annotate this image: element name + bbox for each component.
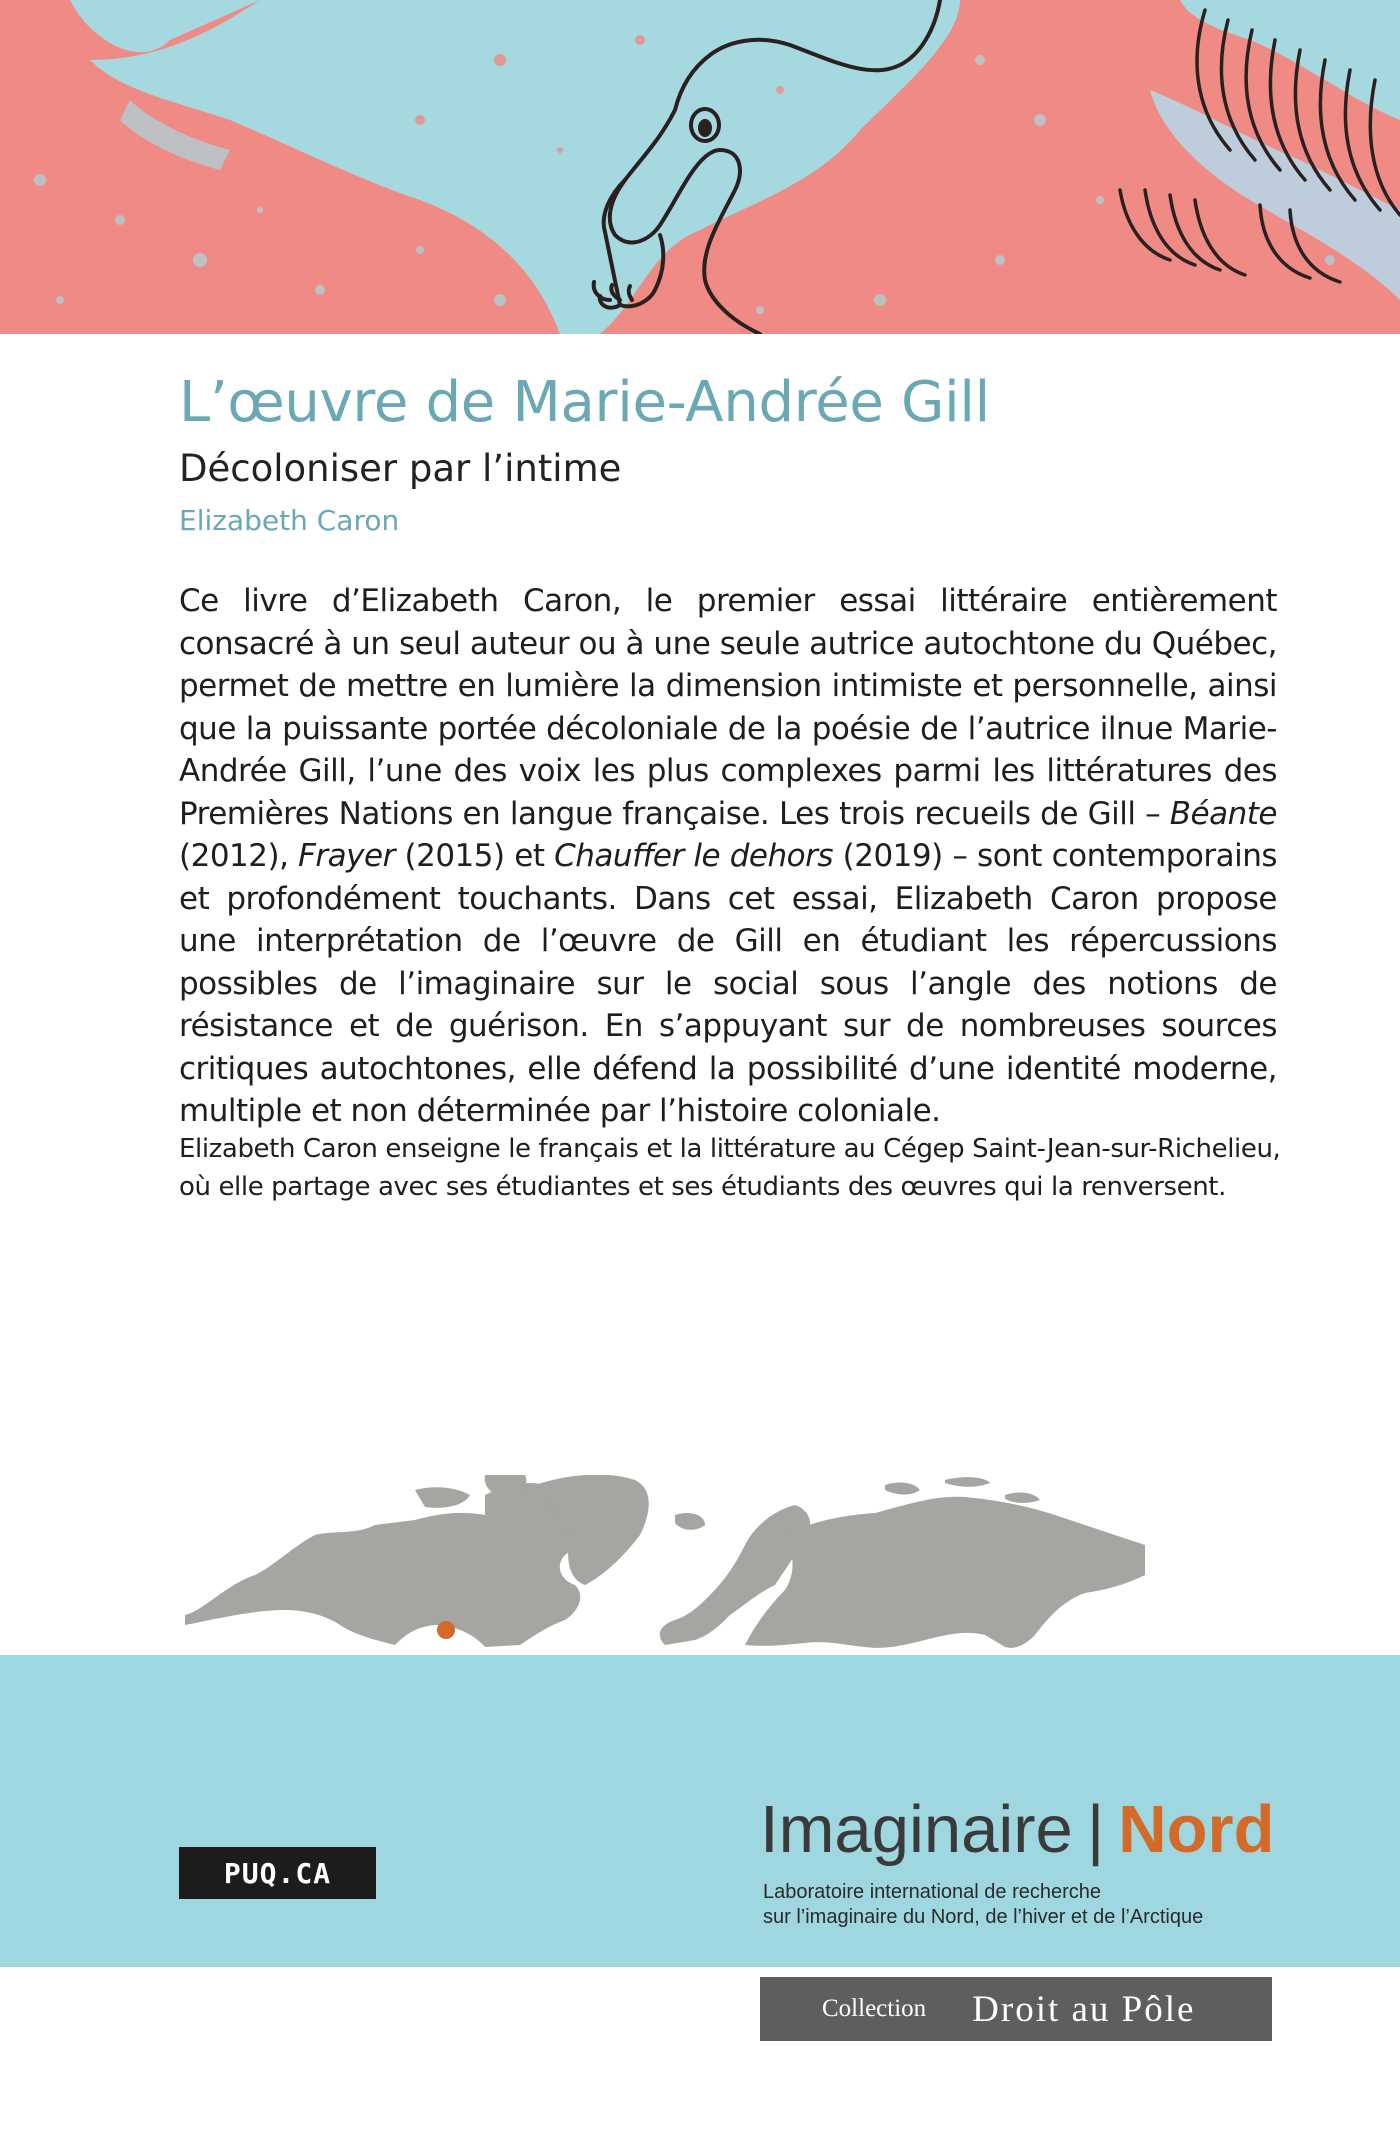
- author-bio-line: Elizabeth Caron enseigne le français et la littérature au Cégep Saint-Jean-sur-Richelieu,: [179, 1134, 1281, 1164]
- description-paragraph: [179, 580, 1277, 1133]
- description-text-part: (2012),: [179, 838, 299, 874]
- laboratory-separator: |: [1086, 1792, 1105, 1867]
- book-author: Elizabeth Caron: [179, 504, 400, 537]
- location-marker-icon: [437, 1621, 455, 1639]
- laboratory-description-line: Laboratoire international de recherche: [763, 1881, 1101, 1903]
- laboratory-description: [763, 1880, 1203, 1930]
- collection-bar: [760, 1977, 1272, 2041]
- work-title-beante: Béante: [1169, 795, 1277, 832]
- book-description: [179, 580, 1277, 1133]
- work-title-chauffer-le-dehors: Chauffer le dehors: [554, 838, 833, 874]
- collection-label: Collection: [822, 1995, 927, 2022]
- description-text-part: Ce livre d’Elizabeth Caron, le premier essai littéraire entièrement consacré à un seul auteur ou à une seule autrice autochtone du Québec, permet de mettre en lumière la dimension intimiste et personnelle, ainsi que la puissante portée décoloniale de la poésie de l’autrice ilnue Marie-Andrée Gill, l’une des voix les plus complexes parmi les littératures des Premières Nations en langue française. Les trois recueils de Gill –: [179, 583, 1277, 832]
- book-subtitle: Décoloniser par l’intime: [179, 447, 622, 490]
- world-map: [185, 1475, 1145, 1659]
- laboratory-logo: [760, 1792, 1275, 1867]
- description-text-part: (2019) – sont contemporains et profondément touchants. Dans cet essai, Elizabeth Caron propose une interprétation de l’œuvre de Gill en étudiant les répercussions possibles de l’imaginaire sur le social sous l’angle des notions de résistance et de guérison. En s’appuyant sur de nombreuses sources critiques autochtones, elle défend la possibilité d’une identité moderne, multiple et non déterminée par l’histoire coloniale.: [179, 838, 1277, 1129]
- author-bio-line: où elle partage avec ses étudiantes et ses étudiants des œuvres qui la renversent.: [179, 1172, 1226, 1202]
- author-bio: [179, 1130, 1299, 1206]
- laboratory-name-part2: Nord: [1118, 1792, 1275, 1867]
- laboratory-name-part1: Imaginaire: [760, 1792, 1073, 1867]
- map-landmass: [185, 1475, 1145, 1648]
- work-title-frayer: Frayer: [298, 838, 395, 874]
- description-text-part: (2015) et: [394, 838, 555, 874]
- book-title: L’œuvre de Marie-Andrée Gill: [179, 370, 990, 435]
- bird-illustration: [0, 0, 1400, 334]
- collection-name: Droit au Pôle: [972, 1988, 1196, 2030]
- laboratory-description-line: sur l’imaginaire du Nord, de l’hiver et de l’Arctique: [763, 1906, 1204, 1928]
- publisher-badge[interactable]: PUQ.CA: [179, 1847, 376, 1899]
- cover-art-band: [0, 0, 1400, 334]
